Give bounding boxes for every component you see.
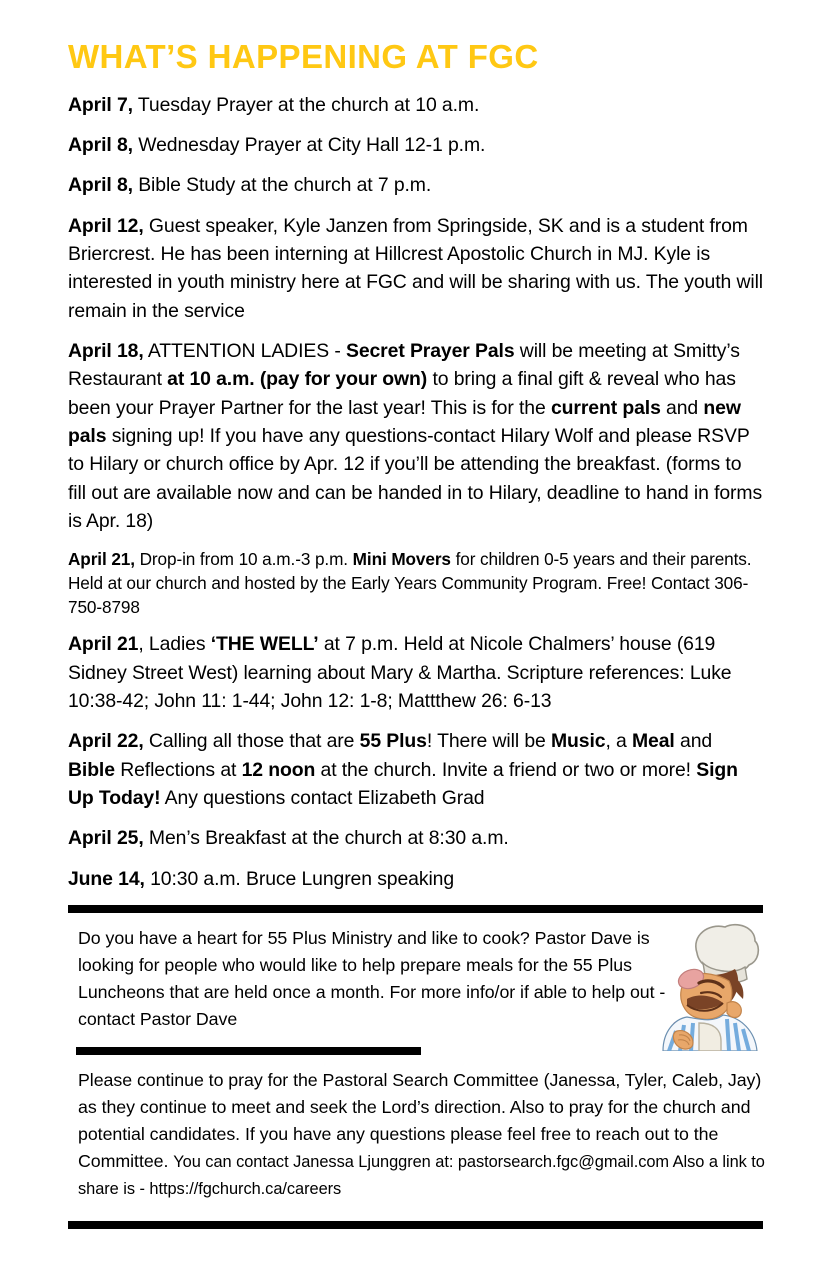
announcement-item-april-7 (68, 91, 763, 119)
entry-text: Bible Study at the church at 7 p.m. (132, 174, 432, 197)
search-notice-main: Please continue to pray for the Pastoral Search Committee (Janessa, Tyler, Caleb, Jay) as they continue to meet and seek the Lord’s direction. Also to pray for the church and potential candidates. If you have any questions please feel free to reach out to the Committee. (78, 1070, 762, 1172)
entry-text: Calling all those that are (143, 730, 360, 753)
entry-text: will be meeting at Smitty’s Restaurant (68, 339, 740, 391)
announcement-item-april-12 (68, 212, 763, 325)
page-title: WHAT’S HAPPENING AT FGC (68, 38, 539, 75)
entry-text: for children 0-5 years and their parents. Held at our church and hosted by the Early Years Community Program. Free! Contact 306-750-8798 (68, 549, 752, 618)
entry-text: Men’s Breakfast at the church at 8:30 a.m. (143, 827, 509, 850)
entry-emphasis: Mini Movers (352, 549, 451, 570)
entry-date: April 18, (68, 339, 144, 362)
entry-text: Reflections at (114, 758, 242, 781)
chef-notice-block (68, 913, 763, 1033)
announcement-item-april-25 (68, 824, 763, 852)
entry-emphasis: new pals (68, 396, 741, 447)
chef-cartoon-icon (651, 919, 771, 1051)
entry-text: and (660, 396, 704, 419)
entry-date: April 21, (68, 549, 135, 570)
entry-text: , a (605, 730, 632, 753)
entry-emphasis: Sign Up Today! (68, 758, 738, 810)
entry-date: June 14, (68, 867, 145, 890)
announcement-item-april-22 (68, 727, 763, 812)
entry-date: April 21 (68, 633, 139, 656)
entry-text: to bring a final gift & reveal who has been your Prayer Partner for the last year! This is for the (68, 368, 736, 419)
entry-text: Guest speaker, Kyle Janzen from Springside, SK and is a student from Briercrest. He has been interning at Hillcrest Apostolic Church in MJ. Kyle is interested in youth ministry here at FGC and will be sharing with us. The youth will remain in the service (68, 214, 764, 322)
entry-text: Any questions contact Elizabeth Grad (160, 787, 485, 810)
entry-text: ! There will be (426, 730, 551, 753)
divider-top (68, 905, 763, 913)
entry-emphasis: current pals (550, 396, 661, 419)
search-committee-notice-block (68, 1055, 763, 1202)
entry-date: April 25, (68, 827, 144, 850)
announcement-item-april-18 (68, 337, 763, 535)
entry-text: Wednesday Prayer at City Hall 12-1 p.m. (132, 133, 486, 156)
spacer (68, 1203, 763, 1221)
chef-notice-text: Do you have a heart for 55 Plus Ministry and like to cook? Pastor Dave is looking for people who would like to help prepare meals for the 55 Plus Luncheons that are held once a month. For more info/or if able to help out - contact Pastor Dave (78, 928, 666, 1030)
announcement-item-april-21-the-well (68, 630, 763, 715)
entry-text: at 7 p.m. Held at Nicole Chalmers’ house (619 Sidney Street West) learning about Mary & Martha. Scripture references: Luke 10:38-42; John 11: 1-44; John 12: 1-8; Mattthew 26: 6-13 (68, 633, 732, 713)
entry-text: Tuesday Prayer at the church at 10 a.m. (132, 93, 480, 116)
entry-text: at the church. Invite a friend or two or more! (315, 758, 697, 781)
entry-emphasis: Secret Prayer Pals (345, 339, 515, 362)
entry-emphasis: 55 Plus (359, 730, 427, 753)
entry-text: 10:30 a.m. Bruce Lungren speaking (144, 867, 455, 890)
entry-emphasis: Meal (632, 730, 675, 753)
entry-text: and (674, 730, 713, 753)
entry-date: April 8, (68, 133, 133, 156)
divider-bottom (68, 1221, 763, 1229)
entry-emphasis: Music (551, 730, 606, 753)
entry-date: April 7, (68, 93, 133, 116)
announcement-list (68, 91, 763, 893)
entry-emphasis: at 10 a.m. (pay for your own) (167, 368, 428, 391)
search-notice-contact: You can contact Janessa Ljunggren at: pastorsearch.fgc@gmail.com Also a link to share is - https://fgchurch.ca/careers (78, 1153, 765, 1199)
entry-date: April 22, (68, 730, 144, 753)
announcement-item-april-8-bible-study (68, 171, 763, 199)
entry-text: , Ladies (138, 633, 211, 656)
announcement-item-april-8-prayer (68, 131, 763, 159)
entry-emphasis: Bible (68, 758, 115, 781)
entry-date: April 8, (68, 174, 133, 197)
entry-text: signing up! If you have any questions-contact Hilary Wolf and please RSVP to Hilary or church office by Apr. 12 if you’ll be attending the breakfast. (forms to fill out are available now and can be handed in to Hilary, deadline to hand in forms is Apr. 18) (68, 424, 763, 532)
announcement-item-june-14 (68, 865, 763, 893)
entry-emphasis: 12 noon (241, 758, 316, 781)
entry-emphasis: ‘THE WELL’ (210, 633, 319, 656)
divider-middle (76, 1047, 421, 1055)
entry-text: ATTENTION LADIES - (143, 339, 346, 362)
announcement-item-april-21-mini-movers (68, 547, 763, 619)
entry-text: Drop-in from 10 a.m.-3 p.m. (134, 549, 353, 570)
search-committee-notice-text (78, 1067, 768, 1202)
entry-date: April 12, (68, 214, 144, 237)
